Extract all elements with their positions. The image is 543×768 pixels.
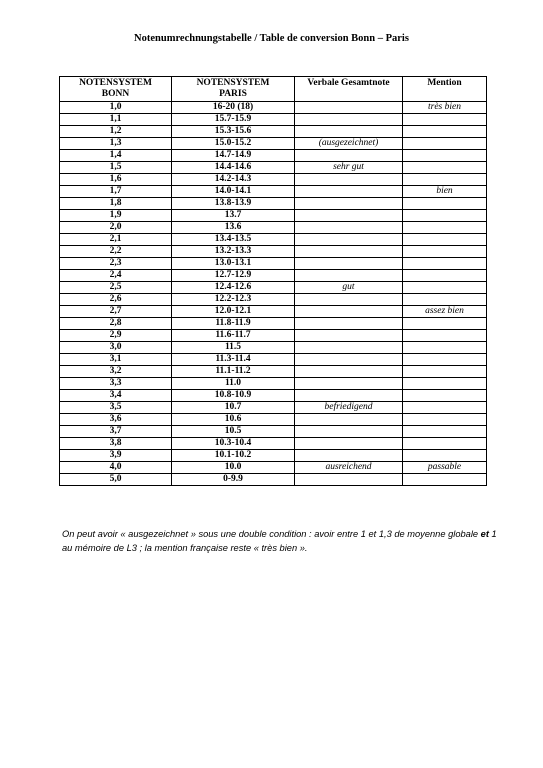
header-bonn: NOTENSYSTEM BONN: [60, 77, 172, 102]
cell-bonn: 2,4: [60, 270, 172, 282]
cell-mention: [403, 426, 487, 438]
cell-paris: 10.8-10.9: [172, 390, 295, 402]
footnote: [62, 527, 502, 555]
table-row: [60, 246, 487, 258]
table-row: [60, 162, 487, 174]
table-row: [60, 438, 487, 450]
cell-verbal: [295, 234, 403, 246]
cell-paris: 11.5: [172, 342, 295, 354]
table-row: [60, 210, 487, 222]
cell-mention: très bien: [403, 102, 487, 114]
cell-mention: assez bien: [403, 306, 487, 318]
cell-bonn: 1,5: [60, 162, 172, 174]
cell-verbal: [295, 378, 403, 390]
table-row: [60, 114, 487, 126]
cell-bonn: 2,9: [60, 330, 172, 342]
cell-mention: [403, 234, 487, 246]
cell-verbal: [295, 258, 403, 270]
cell-paris: 10.1-10.2: [172, 450, 295, 462]
table-row: [60, 450, 487, 462]
cell-mention: [403, 414, 487, 426]
cell-paris: 12.2-12.3: [172, 294, 295, 306]
footnote-part2: 1 au mémoire de L3 ; la mention française reste « très bien ».: [62, 529, 497, 553]
cell-verbal: [295, 102, 403, 114]
cell-paris: 14.7-14.9: [172, 150, 295, 162]
cell-bonn: 3,3: [60, 378, 172, 390]
cell-mention: [403, 354, 487, 366]
cell-mention: passable: [403, 462, 487, 474]
cell-verbal: [295, 354, 403, 366]
cell-verbal: [295, 438, 403, 450]
cell-bonn: 1,7: [60, 186, 172, 198]
cell-mention: [403, 114, 487, 126]
cell-bonn: 2,1: [60, 234, 172, 246]
table-row: [60, 462, 487, 474]
table-row: [60, 330, 487, 342]
cell-verbal: [295, 318, 403, 330]
table-row: [60, 174, 487, 186]
cell-mention: [403, 198, 487, 210]
cell-mention: [403, 222, 487, 234]
header-verbal: Verbale Gesamtnote: [295, 77, 403, 102]
cell-paris: 14.2-14.3: [172, 174, 295, 186]
table-row: [60, 150, 487, 162]
table-header: [60, 77, 487, 102]
cell-paris: 13.0-13.1: [172, 258, 295, 270]
header-paris: NOTENSYSTEM PARIS: [172, 77, 295, 102]
cell-paris: 11.3-11.4: [172, 354, 295, 366]
cell-bonn: 3,2: [60, 366, 172, 378]
table-row: [60, 270, 487, 282]
cell-bonn: 1,0: [60, 102, 172, 114]
footnote-part1: On peut avoir « ausgezeichnet » sous une double condition : avoir entre 1 et 1,3 de moyenne globale: [62, 529, 479, 539]
cell-paris: 15.0-15.2: [172, 138, 295, 150]
cell-bonn: 2,8: [60, 318, 172, 330]
cell-bonn: 3,4: [60, 390, 172, 402]
cell-bonn: 2,2: [60, 246, 172, 258]
cell-mention: [403, 126, 487, 138]
cell-bonn: 2,3: [60, 258, 172, 270]
cell-paris: 0-9.9: [172, 474, 295, 486]
cell-verbal: [295, 450, 403, 462]
cell-verbal: [295, 474, 403, 486]
cell-mention: [403, 174, 487, 186]
cell-mention: [403, 450, 487, 462]
table-row: [60, 378, 487, 390]
cell-verbal: gut: [295, 282, 403, 294]
cell-verbal: (ausgezeichnet): [295, 138, 403, 150]
cell-paris: 11.0: [172, 378, 295, 390]
cell-bonn: 1,2: [60, 126, 172, 138]
cell-bonn: 3,7: [60, 426, 172, 438]
cell-mention: [403, 402, 487, 414]
cell-paris: 15.7-15.9: [172, 114, 295, 126]
cell-paris: 10.0: [172, 462, 295, 474]
cell-verbal: [295, 222, 403, 234]
cell-paris: 12.7-12.9: [172, 270, 295, 282]
cell-bonn: 3,5: [60, 402, 172, 414]
cell-paris: 15.3-15.6: [172, 126, 295, 138]
cell-mention: [403, 330, 487, 342]
table-row: [60, 198, 487, 210]
cell-bonn: 3,9: [60, 450, 172, 462]
cell-mention: [403, 270, 487, 282]
cell-bonn: 3,6: [60, 414, 172, 426]
cell-mention: [403, 366, 487, 378]
table-row: [60, 390, 487, 402]
cell-verbal: [295, 114, 403, 126]
cell-paris: 10.5: [172, 426, 295, 438]
page-title: Notenumrechnungstabelle / Table de conversion Bonn – Paris: [134, 33, 409, 44]
table-row: [60, 234, 487, 246]
table-row: [60, 342, 487, 354]
cell-mention: [403, 246, 487, 258]
table-row: [60, 222, 487, 234]
cell-mention: [403, 390, 487, 402]
table-row: [60, 318, 487, 330]
cell-paris: 10.3-10.4: [172, 438, 295, 450]
cell-mention: [403, 210, 487, 222]
cell-bonn: 1,9: [60, 210, 172, 222]
table-row: [60, 294, 487, 306]
cell-verbal: [295, 210, 403, 222]
cell-paris: 13.2-13.3: [172, 246, 295, 258]
table-row: [60, 126, 487, 138]
table-row: [60, 426, 487, 438]
cell-mention: [403, 258, 487, 270]
table-row: [60, 186, 487, 198]
cell-bonn: 3,8: [60, 438, 172, 450]
cell-bonn: 1,1: [60, 114, 172, 126]
table-row: [60, 306, 487, 318]
cell-paris: 10.6: [172, 414, 295, 426]
table-row: [60, 366, 487, 378]
cell-verbal: [295, 342, 403, 354]
header-mention: Mention: [403, 77, 487, 102]
table-row: [60, 138, 487, 150]
cell-mention: [403, 162, 487, 174]
cell-paris: 11.8-11.9: [172, 318, 295, 330]
table-row: [60, 354, 487, 366]
cell-paris: 13.6: [172, 222, 295, 234]
cell-verbal: [295, 330, 403, 342]
cell-verbal: [295, 294, 403, 306]
cell-verbal: befriedigend: [295, 402, 403, 414]
cell-bonn: 1,6: [60, 174, 172, 186]
cell-bonn: 5,0: [60, 474, 172, 486]
cell-bonn: 1,8: [60, 198, 172, 210]
table-row: [60, 402, 487, 414]
cell-mention: [403, 378, 487, 390]
cell-mention: [403, 342, 487, 354]
table-row: [60, 414, 487, 426]
cell-mention: [403, 150, 487, 162]
cell-bonn: 2,6: [60, 294, 172, 306]
cell-verbal: [295, 126, 403, 138]
cell-paris: 13.8-13.9: [172, 198, 295, 210]
cell-bonn: 2,5: [60, 282, 172, 294]
cell-paris: 16-20 (18): [172, 102, 295, 114]
cell-verbal: [295, 150, 403, 162]
cell-mention: [403, 318, 487, 330]
cell-paris: 12.0-12.1: [172, 306, 295, 318]
cell-bonn: 2,0: [60, 222, 172, 234]
cell-verbal: [295, 198, 403, 210]
cell-mention: bien: [403, 186, 487, 198]
cell-verbal: [295, 186, 403, 198]
cell-bonn: 3,0: [60, 342, 172, 354]
cell-mention: [403, 438, 487, 450]
cell-verbal: [295, 366, 403, 378]
cell-paris: 13.7: [172, 210, 295, 222]
cell-bonn: 1,4: [60, 150, 172, 162]
cell-verbal: ausreichend: [295, 462, 403, 474]
cell-paris: 12.4-12.6: [172, 282, 295, 294]
cell-paris: 14.0-14.1: [172, 186, 295, 198]
footnote-bold-word: et: [480, 529, 489, 539]
cell-verbal: [295, 246, 403, 258]
cell-bonn: 2,7: [60, 306, 172, 318]
cell-mention: [403, 138, 487, 150]
table-row: [60, 258, 487, 270]
table-body: [60, 102, 487, 486]
cell-bonn: 3,1: [60, 354, 172, 366]
cell-mention: [403, 282, 487, 294]
cell-mention: [403, 474, 487, 486]
cell-verbal: [295, 306, 403, 318]
cell-paris: 13.4-13.5: [172, 234, 295, 246]
cell-verbal: [295, 270, 403, 282]
cell-bonn: 4,0: [60, 462, 172, 474]
cell-bonn: 1,3: [60, 138, 172, 150]
table-row: [60, 282, 487, 294]
cell-verbal: [295, 414, 403, 426]
table-row: [60, 102, 487, 114]
cell-verbal: [295, 390, 403, 402]
conversion-table: [59, 76, 487, 486]
cell-mention: [403, 294, 487, 306]
cell-verbal: [295, 426, 403, 438]
cell-verbal: sehr gut: [295, 162, 403, 174]
table-row: [60, 474, 487, 486]
cell-paris: 14.4-14.6: [172, 162, 295, 174]
cell-paris: 11.6-11.7: [172, 330, 295, 342]
cell-verbal: [295, 174, 403, 186]
cell-paris: 11.1-11.2: [172, 366, 295, 378]
cell-paris: 10.7: [172, 402, 295, 414]
